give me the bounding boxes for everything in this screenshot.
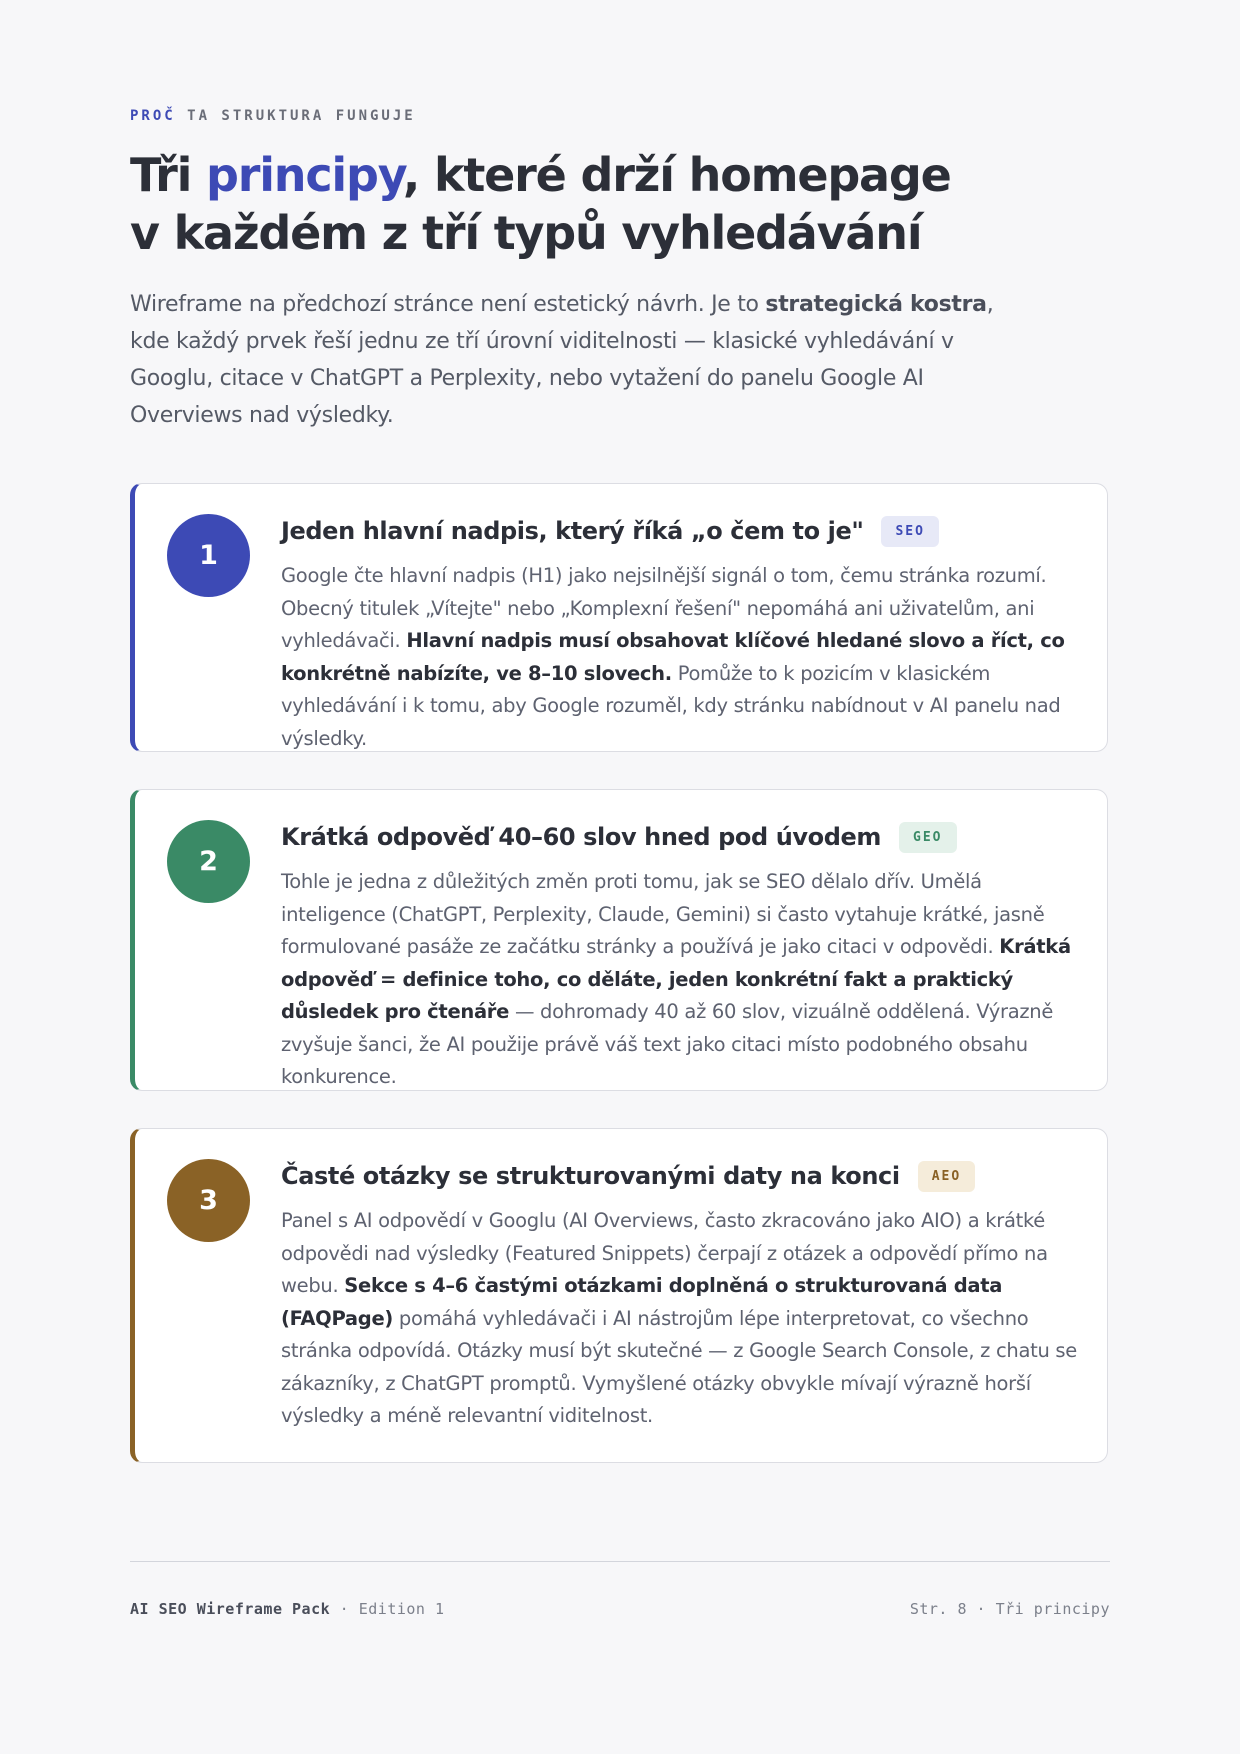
eyebrow (130, 108, 416, 124)
title-line2: v každém z tří typů vyhledávání (130, 206, 922, 260)
intro-paragraph (130, 286, 1030, 434)
card-text-pre: Panel s AI odpovědí v Googlu (AI Overviews, často zkracováno jako AIO) a krátké odpovědi nad výsledky (Featured Snippets) čerpají z otázek a odpovědí přímo na webu. (281, 1209, 1048, 1297)
card-text-pre: Google čte hlavní nadpis (H1) jako nejsilnější signál o tom, čemu stránka rozumí. Obecný titulek „Vítejte" nebo „Komplexní řešení" nepomáhá ani uživatelům, ani vyhledávači. (281, 564, 1047, 652)
aeo-badge: AEO (918, 1161, 975, 1192)
eyebrow-rest: TA STRUKTURA FUNGUJE (175, 108, 416, 124)
footer-divider (130, 1561, 1110, 1562)
card-title: Časté otázky se strukturovanými daty na konci (281, 1162, 900, 1190)
card-text-post: Pomůže to k pozicím v klasickém vyhledávání i k tomu, aby Google rozuměl, kdy stránku nabídnout v AI panelu nad výsledky. (281, 661, 1061, 750)
card-text (281, 1205, 1091, 1433)
card-header (281, 514, 1087, 548)
card-text (281, 866, 1091, 1094)
seo-badge: SEO (881, 516, 938, 547)
card-text-bold: Hlavní nadpis musí obsahovat klíčové hledané slovo a říct, co konkrétně nabízíte, ve 8–10 slovech. (281, 629, 1065, 685)
card-number: 1 (167, 514, 250, 597)
footer-brand-name: AI SEO Wireframe Pack (130, 1600, 331, 1618)
card-text-post: — dohromady 40 až 60 slov, vizuálně oddělená. Výrazně zvyšuje šanci, že AI použije právě váš text jako citaci místo podobného obsahu konkurence. (281, 1000, 1054, 1088)
card-text (281, 560, 1091, 755)
intro-post: , kde každý prvek řeší jednu ze tří úrovní viditelnosti — klasické vyhledávání v Googlu, citace v ChatGPT a Perplexity, nebo vytažení do panelu Google AI Overviews nad výsledky. (130, 292, 994, 428)
principle-card-1 (130, 483, 1108, 752)
page-title (130, 146, 1030, 262)
footer-page-info: Str. 8 · Tři principy (909, 1600, 1110, 1618)
card-text-post: pomáhá vyhledávači i AI nástrojům lépe interpretovat, co všechno stránka odpovídá. Otázky musí být skutečné — z Google Search Console, z chatu se zákazníky, z ChatGPT promptů. Vymyšlené otázky obvykle mívají výrazně horší výsledky a méně relevantní viditelnost. (281, 1306, 1077, 1427)
card-header (281, 820, 1087, 854)
intro-bold: strategická kostra (765, 292, 987, 317)
footer-brand (130, 1600, 445, 1618)
principle-card-3 (130, 1128, 1108, 1463)
card-number: 2 (167, 820, 250, 903)
card-text-bold: Sekce s 4–6 častými otázkami doplněná o strukturovaná data (FAQPage) (281, 1274, 1003, 1330)
card-text-pre: Tohle je jedna z důležitých změn proti tomu, jak se SEO dělalo dřív. Umělá inteligence (ChatGPT, Perplexity, Claude, Gemini) si často vytahuje krátké, jasně formulované pasáže ze začátku stránky a používá je jako citaci v odpovědi. (281, 870, 1045, 958)
card-header (281, 1159, 1087, 1193)
eyebrow-accent: PROČ (130, 108, 176, 124)
geo-badge: GEO (899, 822, 956, 853)
principle-card-2 (130, 789, 1108, 1091)
title-pre: Tři (130, 148, 206, 202)
card-title: Jeden hlavní nadpis, který říká „o čem to je" (281, 517, 864, 545)
title-accent: principy (206, 148, 403, 202)
card-text-bold: Krátká odpověď = definice toho, co děláte, jeden konkrétní fakt a praktický důsledek pro čtenáře (281, 935, 1071, 1023)
card-title: Krátká odpověď 40–60 slov hned pod úvodem (281, 823, 882, 851)
page (130, 0, 1110, 1754)
title-post: , které drží homepage (402, 148, 951, 202)
intro-pre: Wireframe na předchozí stránce není estetický návrh. Je to (130, 292, 766, 317)
card-number: 3 (167, 1159, 250, 1242)
footer-edition: · Edition 1 (330, 1600, 445, 1618)
